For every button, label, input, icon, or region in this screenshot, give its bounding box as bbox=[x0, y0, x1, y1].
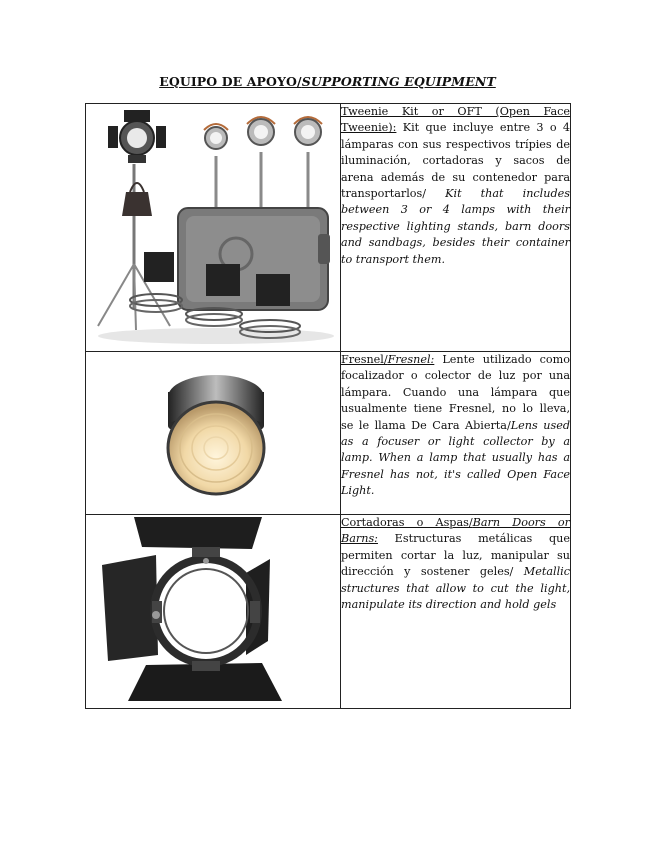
item-description: Cortadoras o Aspas/Barn Doors or Barns: Estructuras metálicas que permiten cortar la luz, manipular su dirección y sostener geles/ Metallic structures that allow to cut the light, manipulate its direction and hold gels bbox=[341, 516, 570, 612]
table-row bbox=[86, 515, 571, 709]
image-cell bbox=[86, 515, 341, 709]
item-description: Fresnel/Fresnel: Lente utilizado como focalizador o colector de luz por una lámpara. Cuando una lámpara que usualmente tiene Fresnel, no lo lleva, se le llama De Cara Abierta/Lens used as a focuser or light collector by a lamp. When a lamp that usually has a Fresnel has not, it's called Open Face Light. bbox=[341, 353, 570, 498]
table-row bbox=[86, 352, 571, 515]
item-description: Tweenie Kit or OFT (Open Face Tweenie): Kit que incluye entre 3 o 4 lámparas con sus respectivos trípies de iluminación, cortadoras y sacos de arena además de su contenedor para transportarlos/ Kit that includes between 3 or 4 lamps with their respective lighting stands, barn doors and sandbags, besides their container to transport them. bbox=[341, 105, 570, 266]
table-row bbox=[86, 104, 571, 352]
description-cell bbox=[341, 352, 571, 515]
page-title: EQUIPO DE APOYO/SUPPORTING EQUIPMENT bbox=[159, 74, 496, 89]
image-cell bbox=[86, 104, 341, 352]
description-cell bbox=[341, 515, 571, 709]
item-name: Tweenie Kit or OFT (Open Face Tweenie): bbox=[341, 105, 570, 135]
equipment-table bbox=[85, 103, 571, 709]
lighting-kit-icon bbox=[86, 104, 340, 350]
item-name: Fresnel/Fresnel: bbox=[341, 353, 435, 366]
fresnel-lens-icon bbox=[86, 352, 340, 514]
barn-doors-icon bbox=[86, 515, 340, 707]
image-cell bbox=[86, 352, 341, 515]
item-name: Cortadoras o Aspas/Barn Doors or Barns: bbox=[341, 516, 570, 546]
description-cell bbox=[341, 104, 571, 352]
